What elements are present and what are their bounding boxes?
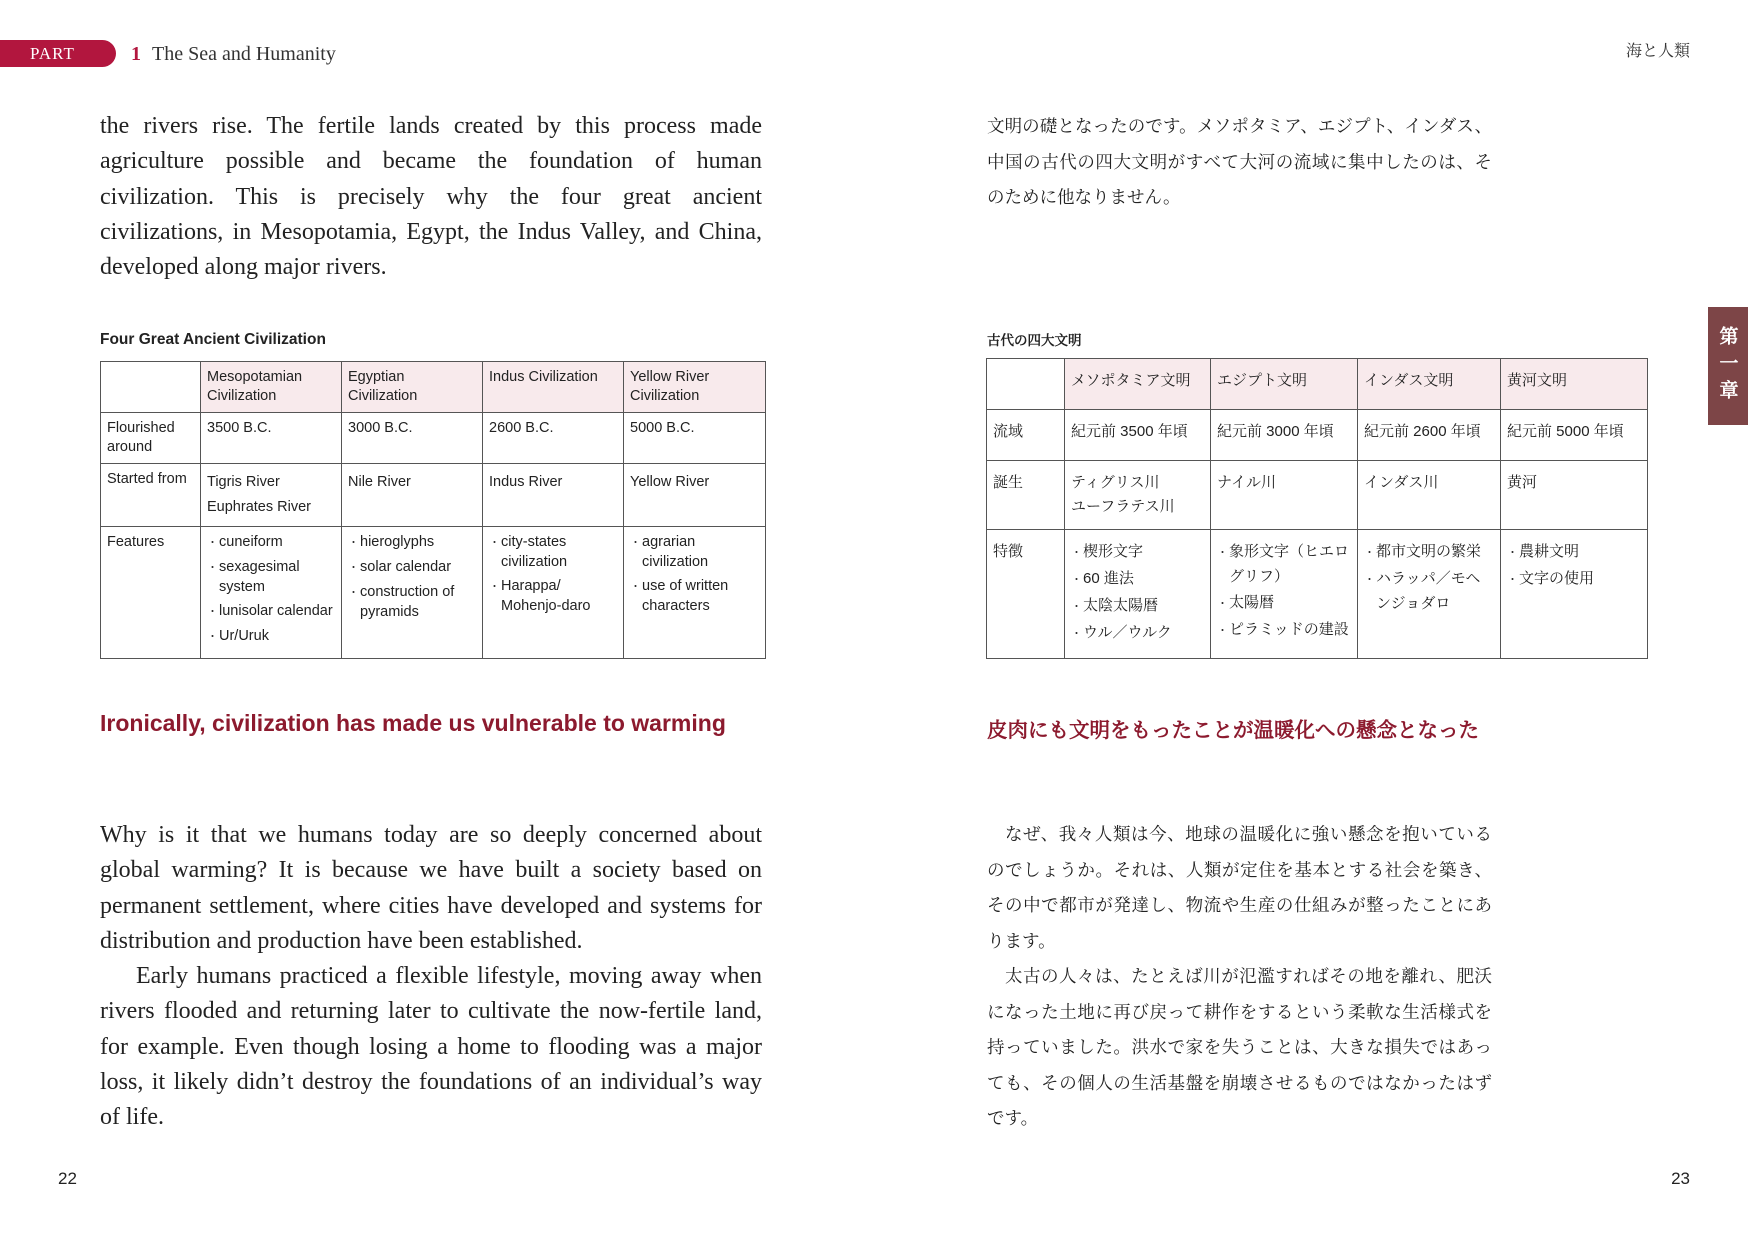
table-cell: 紀元前 3000 年頃: [1211, 410, 1358, 461]
feature-item: ・ 太陽暦: [1217, 591, 1351, 616]
table-caption-jp: 古代の四大文明: [987, 333, 1082, 349]
civilization-table-en: [100, 361, 766, 659]
table-cell: Nile River: [342, 464, 483, 527]
row-label: Features: [101, 527, 201, 659]
feature-item: ・ hieroglyphs: [348, 533, 476, 553]
feature-item: ・ ハラッパ／モヘンジョダロ: [1364, 567, 1494, 616]
table-header-cell: エジプト文明: [1211, 359, 1358, 410]
feature-item: ・ construction of pyramids: [348, 583, 476, 622]
row-label: Started from: [101, 464, 201, 527]
left-para-top-text: the rivers rise. The fertile lands created by this process made agriculture possible and became the foundation of human civilization. This is precisely why the four great ancient civilizations, in Mesopotamia, Egypt, the Indus Valley, and China, developed along major rivers.: [100, 113, 762, 281]
feature-item: ・ 文字の使用: [1507, 567, 1641, 592]
table-cell: ナイル川: [1211, 461, 1358, 530]
feature-item: ・ 農耕文明: [1507, 540, 1641, 565]
table-cell: 黄河: [1501, 461, 1648, 530]
page-number-right: 23: [1671, 1169, 1690, 1188]
table-cell: [201, 464, 342, 527]
right-paragraph-body: [987, 818, 1492, 1138]
part-number: 1: [131, 43, 141, 65]
section-heading-en: Ironically, civilization has made us vulnerable to warming: [100, 710, 726, 736]
left-para-2: Early humans practiced a flexible lifestyle, moving away when rivers flooded and returning later to cultivate the now-fertile land, for example. Even though losing a home to flooding was a major loss, it likely didn’t destroy the foundations of an individual’s way of life.: [100, 963, 762, 1131]
feature-item: ・ Ur/Uruk: [207, 627, 335, 647]
cell-line: ティグリス川: [1071, 474, 1160, 491]
table-cell: 紀元前 5000 年頃: [1501, 410, 1648, 461]
feature-item: ・ agrarian civilization: [630, 533, 759, 572]
table-header-cell: インダス文明: [1358, 359, 1501, 410]
table-header-cell: Egyptian Civilization: [342, 362, 483, 413]
part-title: The Sea and Humanity: [152, 43, 336, 65]
row-label: 特徴: [987, 530, 1065, 659]
table-cell: 2600 B.C.: [483, 413, 624, 464]
table-header-row: [987, 359, 1648, 410]
table-caption-en: Four Great Ancient Civilization: [100, 331, 326, 348]
table-row: [987, 530, 1648, 659]
part-label: PART: [30, 43, 75, 63]
table-cell: [342, 527, 483, 659]
feature-item: ・ 60 進法: [1071, 567, 1204, 592]
feature-item: ・ 楔形文字: [1071, 540, 1204, 565]
feature-item: ・ 象形文字（ヒエログリフ）: [1217, 540, 1351, 589]
table-cell: 紀元前 3500 年頃: [1065, 410, 1211, 461]
table-header-cell: 黄河文明: [1501, 359, 1648, 410]
cell-line: ユーフラテス川: [1071, 498, 1175, 515]
feature-item: ・ city-states civilization: [489, 533, 617, 572]
feature-item: ・ 太陰太陽暦: [1071, 594, 1204, 619]
table-cell: 3000 B.C.: [342, 413, 483, 464]
table-cell: インダス川: [1358, 461, 1501, 530]
table-cell: Indus River: [483, 464, 624, 527]
right-para-2: 太古の人々は、たとえば川が氾濫すればその地を離れ、肥沃になった土地に再び戻って耕作をするという柔軟な生活様式を持っていました。洪水で家を失うことは、大きな損失ではあっても、その個人の生活基盤を崩壊させるものではなかったはずです。: [987, 967, 1492, 1129]
table-cell: 3500 B.C.: [201, 413, 342, 464]
table-cell: 5000 B.C.: [624, 413, 766, 464]
table-cell: [1358, 530, 1501, 659]
table-corner-cell: [987, 359, 1065, 410]
section-heading-jp: 皮肉にも文明をもったことが温暖化への懸念となった: [987, 718, 1479, 742]
table-header-cell: Yellow River Civilization: [624, 362, 766, 413]
table-corner-cell: [101, 362, 201, 413]
feature-item: ・ ピラミッドの建設: [1217, 618, 1351, 643]
feature-item: ・ solar calendar: [348, 558, 476, 578]
feature-item: ・ ウル／ウルク: [1071, 621, 1204, 646]
feature-item: ・ lunisolar calendar: [207, 602, 335, 622]
right-para-1: なぜ、我々人類は今、地球の温暖化に強い懸念を抱いているのでしょうか。それは、人類が定住を基本とする社会を築き、その中で都市が発達し、物流や生産の仕組みが整ったことにあります。: [987, 825, 1492, 952]
table-header-cell: メソポタミア文明: [1065, 359, 1211, 410]
table-cell: [1501, 530, 1648, 659]
right-paragraph-top: [987, 110, 1492, 217]
table-cell: [483, 527, 624, 659]
feature-item: ・ sexagesimal system: [207, 558, 335, 597]
row-label: 誕生: [987, 461, 1065, 530]
table-row: [101, 527, 766, 659]
table-row: [987, 461, 1648, 530]
feature-item: ・ use of written characters: [630, 577, 759, 616]
table-cell: [1065, 461, 1211, 530]
table-cell: [1065, 530, 1211, 659]
page-number-left: 22: [58, 1169, 77, 1188]
row-label: 流域: [987, 410, 1065, 461]
table-row: [101, 464, 766, 527]
left-paragraph-top: [100, 109, 762, 285]
feature-item: ・ Harappa/ Mohenjo-daro: [489, 577, 617, 616]
chapter-side-tab: 第一章: [1708, 307, 1748, 425]
table-header-cell: Indus Civilization: [483, 362, 624, 413]
table-row: [101, 413, 766, 464]
cell-line: Euphrates River: [207, 499, 311, 515]
right-para-top-text: 文明の礎となったのです。メソポタミア、エジプト、インダス、中国の古代の四大文明がすべて大河の流域に集中したのは、そのために他なりません。: [987, 117, 1492, 208]
table-cell: [624, 527, 766, 659]
cell-line: Tigris River: [207, 474, 280, 490]
table-header-cell: Mesopotamian Civilization: [201, 362, 342, 413]
left-para-1: Why is it that we humans today are so deeply concerned about global warming? It is because we have built a society based on permanent settlement, where cities have developed and systems for distribution and production have been established.: [100, 822, 762, 954]
civilization-table-jp: [986, 358, 1648, 659]
table-header-row: [101, 362, 766, 413]
running-header-jp: 海と人類: [1625, 41, 1690, 60]
part-tab: [0, 40, 116, 67]
row-label: Flourished around: [101, 413, 201, 464]
table-cell: [1211, 530, 1358, 659]
left-paragraph-body: [100, 818, 762, 1136]
feature-item: ・ cuneiform: [207, 533, 335, 553]
table-row: [987, 410, 1648, 461]
table-cell: Yellow River: [624, 464, 766, 527]
table-cell: 紀元前 2600 年頃: [1358, 410, 1501, 461]
feature-item: ・ 都市文明の繁栄: [1364, 540, 1494, 565]
table-cell: [201, 527, 342, 659]
